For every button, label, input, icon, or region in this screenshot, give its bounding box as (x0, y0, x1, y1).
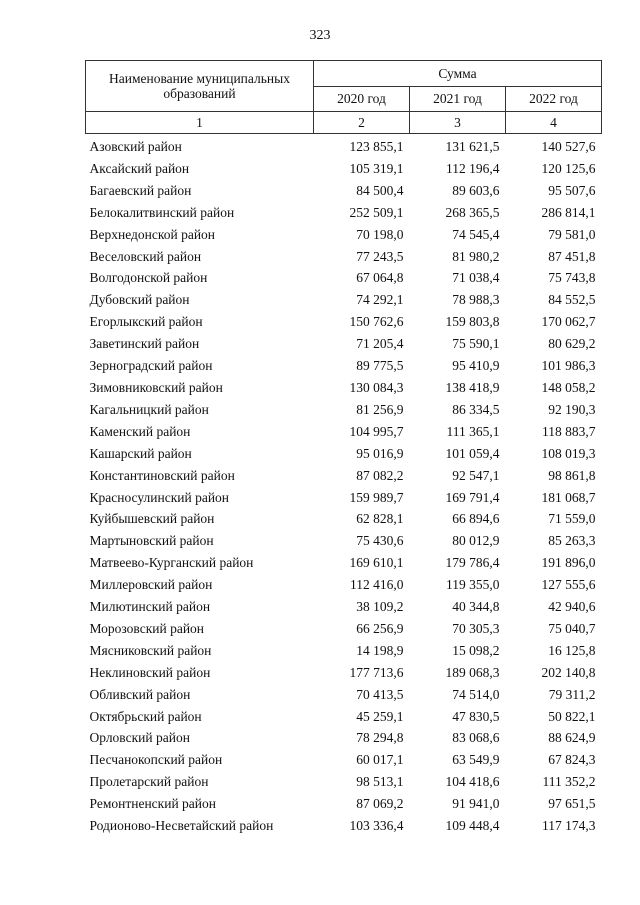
municipality-name: Матвеево-Курганский район (89, 555, 254, 571)
table-row (86, 815, 602, 837)
value-2022: 101 986,3 (541, 358, 596, 374)
header-year-2021: 2021 год (410, 86, 506, 112)
municipality-name: Аксайский район (89, 160, 190, 176)
municipality-name: Каменский район (89, 423, 191, 439)
value-2022: 50 822,1 (548, 708, 596, 724)
value-2022: 92 190,3 (548, 401, 596, 417)
municipality-name: Азовский район (89, 139, 182, 154)
municipality-name: Дубовский район (89, 292, 190, 308)
header-year-2022: 2022 год (506, 86, 602, 112)
value-2020: 123 855,1 (349, 139, 404, 154)
municipality-name: Мартыновский район (89, 533, 214, 549)
municipality-name: Красносулинский район (89, 489, 230, 505)
table-row (86, 640, 602, 662)
value-2022: 111 352,2 (542, 774, 596, 790)
table-row (86, 749, 602, 771)
value-2021: 71 038,4 (452, 270, 500, 286)
value-2022: 98 861,8 (548, 467, 596, 483)
header-sum: Сумма (314, 61, 602, 87)
table-row (86, 727, 602, 749)
value-2020: 38 109,2 (356, 599, 404, 615)
value-2022: 191 896,0 (541, 555, 596, 571)
table-row (86, 508, 602, 530)
table-row (86, 684, 602, 706)
value-2021: 169 791,4 (445, 489, 500, 505)
value-2021: 92 547,1 (452, 467, 500, 483)
value-2022: 79 311,2 (548, 686, 596, 702)
value-2022: 67 824,3 (548, 752, 596, 768)
table-row (86, 465, 602, 487)
table-row (86, 706, 602, 728)
value-2020: 169 610,1 (349, 555, 404, 571)
value-2022: 75 040,7 (548, 620, 596, 636)
value-2020: 95 016,9 (356, 445, 404, 461)
value-2020: 70 413,5 (356, 686, 404, 702)
table-row (86, 443, 602, 465)
table-row (86, 377, 602, 399)
table-row (86, 311, 602, 333)
value-2021: 95 410,9 (452, 358, 500, 374)
value-2020: 71 205,4 (356, 336, 404, 352)
value-2021: 86 334,5 (452, 401, 500, 417)
value-2022: 108 019,3 (541, 445, 596, 461)
value-2021: 75 590,1 (452, 336, 500, 352)
value-2022: 84 552,5 (548, 292, 596, 308)
value-2020: 70 198,0 (356, 226, 404, 242)
municipality-name: Кашарский район (89, 445, 192, 461)
table-row (86, 289, 602, 311)
value-2022: 88 624,9 (548, 730, 596, 746)
municipality-name: Неклиновский район (89, 664, 211, 680)
value-2022: 85 263,3 (548, 533, 596, 549)
municipality-name: Константиновский район (89, 467, 235, 483)
municipality-name: Куйбышевский район (89, 511, 215, 527)
municipality-name: Ремонтненский район (89, 796, 216, 812)
column-number: 4 (506, 112, 602, 134)
value-2020: 74 292,1 (356, 292, 404, 308)
value-2020: 81 256,9 (356, 401, 404, 417)
value-2020: 62 828,1 (356, 511, 404, 527)
value-2022: 120 125,6 (541, 160, 596, 176)
value-2021: 179 786,4 (445, 555, 500, 571)
column-number: 3 (410, 112, 506, 134)
table-body (86, 134, 602, 838)
value-2021: 81 980,2 (452, 248, 500, 264)
value-2020: 87 069,2 (356, 796, 404, 812)
municipality-name: Веселовский район (89, 248, 202, 264)
value-2022: 127 555,6 (541, 577, 596, 593)
value-2021: 189 068,3 (445, 664, 500, 680)
municipality-name: Морозовский район (89, 620, 205, 636)
column-number-row (86, 112, 602, 134)
value-2022: 75 743,8 (548, 270, 596, 286)
header-year-2020: 2020 год (314, 86, 410, 112)
value-2021: 138 418,9 (445, 379, 500, 395)
municipality-name: Мясниковский район (89, 642, 212, 658)
municipality-name: Кагальницкий район (89, 401, 209, 417)
value-2022: 117 174,3 (542, 818, 596, 834)
value-2021: 47 830,5 (452, 708, 500, 724)
table-row (86, 552, 602, 574)
page-number: 323 (309, 28, 331, 43)
value-2021: 119 355,0 (446, 577, 500, 593)
value-2020: 75 430,6 (356, 533, 404, 549)
municipality-name: Октябрьский район (89, 708, 202, 724)
value-2021: 91 941,0 (452, 796, 500, 812)
municipality-name: Зимовниковский район (89, 379, 223, 395)
value-2022: 202 140,8 (541, 664, 596, 680)
table-row (86, 158, 602, 180)
column-number: 2 (314, 112, 410, 134)
value-2021: 268 365,5 (445, 204, 500, 220)
value-2021: 74 545,4 (452, 226, 500, 242)
value-2020: 105 319,1 (349, 160, 404, 176)
value-2022: 87 451,8 (548, 248, 596, 264)
value-2020: 104 995,7 (349, 423, 404, 439)
municipality-name: Белокалитвинский район (89, 204, 235, 220)
value-2021: 159 803,8 (445, 314, 500, 330)
table-row (86, 530, 602, 552)
value-2021: 89 603,6 (452, 182, 500, 198)
table-row (86, 224, 602, 246)
table-row (86, 267, 602, 289)
header-municipality-name: Наименование муниципальных образований (86, 61, 314, 112)
value-2022: 148 058,2 (541, 379, 596, 395)
value-2021: 66 894,6 (452, 511, 500, 527)
value-2020: 150 762,6 (349, 314, 404, 330)
value-2021: 83 068,6 (452, 730, 500, 746)
value-2022: 170 062,7 (541, 314, 596, 330)
table-row (86, 662, 602, 684)
value-2020: 66 256,9 (356, 620, 404, 636)
table-row (86, 202, 602, 224)
table-row (86, 246, 602, 268)
municipality-name: Багаевский район (89, 182, 192, 198)
value-2021: 15 098,2 (452, 642, 500, 658)
table-row (86, 793, 602, 815)
municipality-name: Верхнедонской район (89, 226, 216, 242)
table-row (86, 134, 602, 158)
value-2020: 112 416,0 (350, 577, 404, 593)
value-2021: 40 344,8 (452, 599, 500, 615)
value-2020: 77 243,5 (356, 248, 404, 264)
value-2020: 252 509,1 (349, 204, 404, 220)
table-row (86, 574, 602, 596)
value-2020: 89 775,5 (356, 358, 404, 374)
value-2020: 87 082,2 (356, 467, 404, 483)
value-2022: 71 559,0 (548, 511, 596, 527)
value-2020: 14 198,9 (356, 642, 404, 658)
value-2022: 16 125,8 (548, 642, 596, 658)
value-2022: 286 814,1 (541, 204, 596, 220)
value-2021: 63 549,9 (452, 752, 500, 768)
value-2022: 97 651,5 (548, 796, 596, 812)
table-row (86, 618, 602, 640)
table-row (86, 487, 602, 509)
value-2020: 98 513,1 (356, 774, 404, 790)
budget-table (85, 60, 602, 837)
value-2020: 45 259,1 (356, 708, 404, 724)
value-2020: 130 084,3 (349, 379, 404, 395)
value-2021: 80 012,9 (452, 533, 500, 549)
value-2020: 103 336,4 (349, 818, 404, 834)
table-row (86, 180, 602, 202)
value-2021: 104 418,6 (445, 774, 500, 790)
municipality-name: Песчанокопский район (89, 752, 223, 768)
value-2021: 109 448,4 (445, 818, 500, 834)
municipality-name: Родионово-Несветайский район (89, 818, 274, 834)
value-2022: 80 629,2 (548, 336, 596, 352)
table-row (86, 421, 602, 443)
municipality-name: Милютинский район (89, 599, 211, 615)
table-row (86, 399, 602, 421)
municipality-name: Егорлыкский район (89, 314, 203, 330)
municipality-name: Миллеровский район (89, 577, 213, 593)
value-2021: 111 365,1 (446, 423, 500, 439)
value-2021: 101 059,4 (445, 445, 500, 461)
municipality-name: Заветинский район (89, 336, 200, 352)
value-2022: 181 068,7 (541, 489, 596, 505)
table-row (86, 355, 602, 377)
value-2022: 42 940,6 (548, 599, 596, 615)
value-2020: 84 500,4 (356, 182, 404, 198)
value-2021: 131 621,5 (445, 139, 500, 154)
value-2020: 177 713,6 (349, 664, 404, 680)
table-row (86, 771, 602, 793)
municipality-name: Обливский район (89, 686, 191, 702)
table-row (86, 596, 602, 618)
value-2020: 60 017,1 (356, 752, 404, 768)
value-2021: 74 514,0 (452, 686, 500, 702)
column-number: 1 (86, 112, 314, 134)
value-2020: 67 064,8 (356, 270, 404, 286)
value-2022: 79 581,0 (548, 226, 596, 242)
municipality-name: Волгодонской район (89, 270, 208, 286)
table-header (86, 61, 602, 134)
table-row (86, 333, 602, 355)
value-2022: 140 527,6 (541, 139, 596, 154)
value-2021: 70 305,3 (452, 620, 500, 636)
value-2020: 159 989,7 (349, 489, 404, 505)
value-2022: 118 883,7 (542, 423, 596, 439)
municipality-name: Орловский район (89, 730, 190, 746)
municipality-name: Пролетарский район (89, 774, 209, 790)
value-2021: 112 196,4 (446, 160, 500, 176)
value-2020: 78 294,8 (356, 730, 404, 746)
value-2022: 95 507,6 (548, 182, 596, 198)
value-2021: 78 988,3 (452, 292, 500, 308)
municipality-name: Зерноградский район (89, 358, 213, 374)
